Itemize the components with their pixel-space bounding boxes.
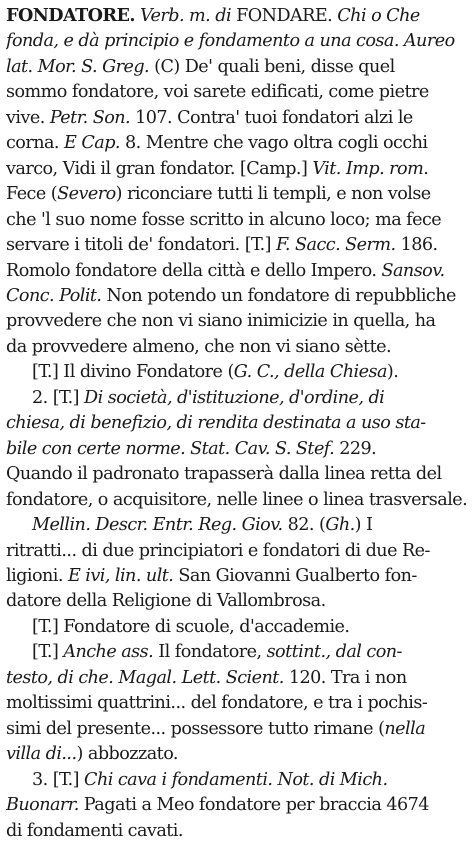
text-segment: (C) De' quali beni, disse quel: [149, 56, 395, 77]
italic-segment: Di società, d'istituzione, d'ordine, di: [84, 387, 385, 408]
italic-segment: Gh.: [325, 515, 355, 536]
text-segment: vive.: [6, 107, 50, 128]
text-line: [6, 309, 467, 334]
text-line: [6, 615, 467, 640]
text-segment: corna.: [6, 133, 65, 154]
italic-segment: bile con certe norme. Stat. Cav. S. Stef.: [6, 438, 335, 459]
italic-segment: Vit. Imp. rom.: [312, 158, 429, 179]
text-segment: provvedere che non vi siano inimicizie in quella, ha: [6, 311, 436, 332]
text-segment: [T.] Fondatore di scuole, d'accademie.: [32, 616, 350, 637]
text-line: [6, 488, 467, 513]
text-segment: [T.]: [32, 642, 64, 663]
text-segment: ritratti... di due principiatori e fondatori di due Re-: [6, 540, 430, 561]
text-line: [6, 437, 467, 462]
italic-segment: chiesa, di benefizio, di rendita destinata a uso sta-: [6, 413, 426, 434]
text-line: [6, 360, 467, 385]
text-segment: ).: [386, 362, 399, 383]
text-segment: [T.] Il divino Fondatore (: [32, 362, 234, 383]
text-line: [6, 793, 467, 818]
text-segment: 8. Mentre che vago oltra cogli occhi: [119, 133, 428, 154]
text-line: [6, 131, 467, 156]
text-segment: da provvedere almeno, che non vi siano sètte.: [6, 336, 392, 357]
text-segment: sommo fondatore, voi sarete edificati, come pietre: [6, 82, 429, 103]
text-segment: ) abbozzato.: [76, 744, 178, 765]
text-segment: ligioni.: [6, 565, 68, 586]
text-line: [6, 106, 467, 131]
text-segment: varco, Vidi il gran fondator. [Camp.]: [6, 158, 313, 179]
italic-segment: fonda, e dà principio e fondamento a una cosa. Aureo: [6, 31, 455, 52]
text-segment: 229.: [334, 438, 377, 459]
text-line: [6, 462, 467, 487]
text-line: [6, 208, 467, 233]
italic-segment: G. C., della Chiesa: [233, 362, 387, 383]
text-segment: 82. (: [282, 515, 326, 536]
text-segment: 2. [T.]: [32, 387, 85, 408]
text-line: [6, 259, 467, 284]
text-segment: San Giovanni Gualberto fon-: [173, 565, 417, 586]
text-segment: 120. Tra i non: [283, 667, 407, 688]
text-line: [6, 284, 467, 309]
italic-segment: Anche ass.: [63, 642, 154, 663]
text-segment: ) riconciare tutti li templi, e non volse: [115, 184, 431, 205]
text-line: [6, 335, 467, 360]
text-segment: fondatore, o acquisitore, nelle linee o linea trasversale.: [6, 489, 467, 510]
italic-segment: Conc. Polit.: [6, 285, 102, 306]
text-segment: Quando il padronato trapasserà dalla linea retta del: [6, 464, 442, 485]
text-segment: 3. [T.]: [32, 769, 85, 790]
italic-segment: Verb. m. di: [139, 6, 232, 26]
text-segment: di fondamenti cavati.: [6, 820, 183, 841]
text-line: [6, 386, 467, 411]
text-line: [6, 55, 467, 80]
text-line: [6, 640, 467, 665]
italic-segment: lat. Mor. S. Greg.: [6, 56, 150, 77]
headword: FONDATORE.: [6, 5, 135, 26]
text-segment: Romolo fondatore della città e dello Impero.: [6, 260, 382, 281]
text-line: [6, 513, 467, 538]
text-segment: Non potendo un fondatore di repubbliche: [101, 285, 456, 306]
italic-segment: nella: [384, 718, 426, 739]
text-line: [6, 233, 467, 258]
italic-segment: Petr. Son.: [49, 107, 131, 128]
text-segment: servare i titoli de' fondatori. [T.]: [6, 235, 277, 256]
italic-segment: F. Sacc. Serm.: [276, 235, 396, 256]
italic-segment: villa di...: [6, 744, 77, 765]
text-line: [6, 717, 467, 742]
text-line: [6, 80, 467, 105]
text-line: [6, 564, 467, 589]
text-segment: ) I: [354, 515, 373, 536]
italic-segment: E ivi, lin. ult.: [67, 565, 174, 586]
italic-segment: Severo: [57, 184, 116, 205]
text-line: [6, 539, 467, 564]
text-segment: simi del presente... possessore tutto rimane (: [6, 718, 385, 739]
text-line: [6, 666, 467, 691]
text-line: [6, 411, 467, 436]
italic-segment: Buonarr.: [6, 795, 79, 816]
text-line: [6, 29, 467, 54]
italic-segment: E Cap.: [64, 133, 120, 154]
text-line: [6, 742, 467, 767]
text-segment: FONDARE.: [231, 6, 338, 26]
text-segment: 107. Contra' tuoi fondatori alzi le: [130, 107, 413, 128]
text-segment: moltissimi quattrini... del fondatore, e tra i pochis-: [6, 693, 428, 714]
text-segment: Fece (: [6, 184, 58, 205]
text-line: [6, 819, 467, 844]
text-line: [6, 768, 467, 793]
italic-segment: sottint., dal con-: [266, 642, 402, 663]
text-segment: Il fondatore,: [153, 642, 267, 663]
text-line: [6, 3, 467, 29]
italic-segment: Mellin. Descr. Entr. Reg. Giov.: [32, 515, 283, 536]
text-segment: 186.: [395, 235, 438, 256]
italic-segment: testo, di che. Magal. Lett. Scient.: [6, 667, 284, 688]
italic-segment: Chi cava i fondamenti. Not. di Mich.: [84, 769, 388, 790]
text-line: [6, 589, 467, 614]
italic-segment: Chi o Che: [337, 6, 420, 26]
italic-segment: Sansov.: [381, 260, 445, 281]
text-line: [6, 182, 467, 207]
text-segment: che 'l suo nome fosse scritto in alcuno loco; ma fece: [6, 209, 442, 230]
text-segment: Pagati a Meo fondatore per braccia 4674: [78, 795, 429, 816]
text-segment: datore della Religione di Vallombrosa.: [6, 591, 326, 612]
text-line: [6, 157, 467, 182]
